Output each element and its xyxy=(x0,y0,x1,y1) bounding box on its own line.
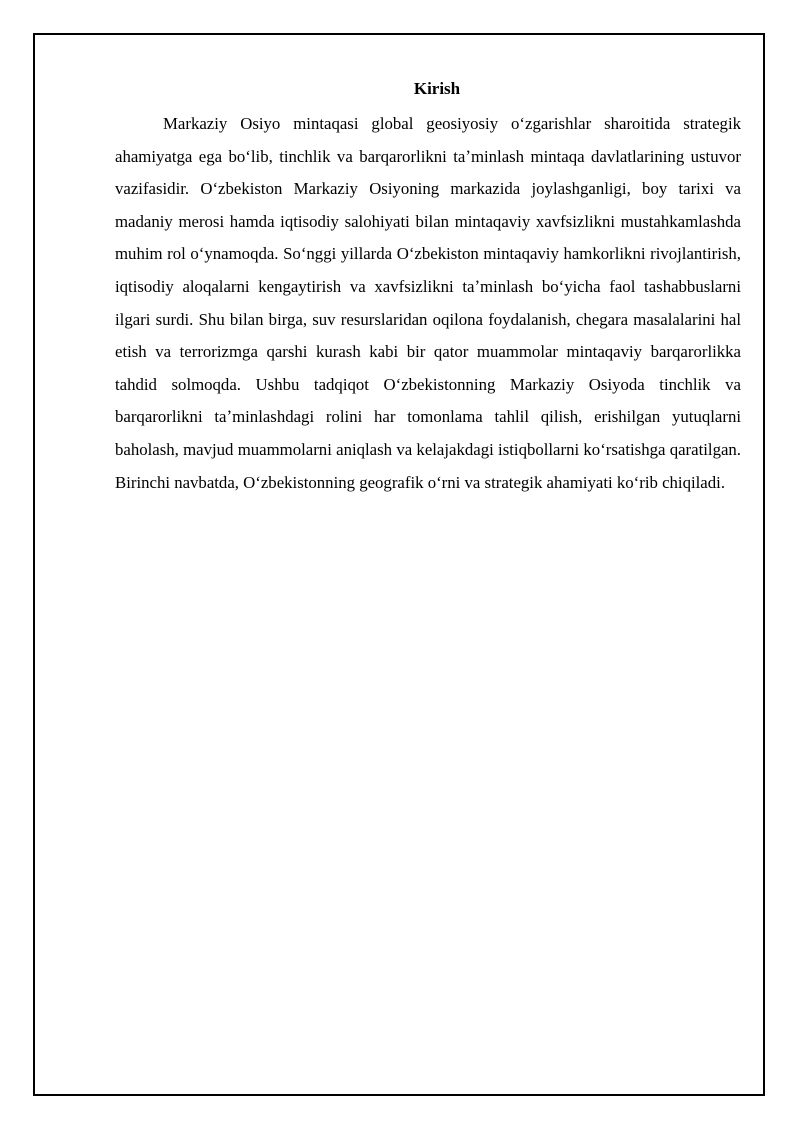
intro-paragraph: Markaziy Osiyo mintaqasi global geosiyosiy oʻzgarishlar sharoitida strategik ahamiyatga ega boʻlib, tinchlik va barqarorlikni taʼminlash mintaqa davlatlarining ustuvor vazifasidir. Oʻzbekiston Markaziy Osiyoning markazida joylashganligi, boy tarixi va madaniy merosi hamda iqtisodiy salohiyati bilan mintaqaviy xavfsizlikni mustahkamlashda muhim rol oʻynamoqda. Soʻnggi yillarda Oʻzbekiston mintaqaviy hamkorlikni rivojlantirish, iqtisodiy aloqalarni kengaytirish va xavfsizlikni taʼminlash boʻyicha faol tashabbuslarni ilgari surdi. Shu bilan birga, suv resurslaridan oqilona foydalanish, chegara masalalarini hal etish va terrorizmga qarshi kurash kabi bir qator muammolar mintaqaviy barqarorlikka tahdid solmoqda. Ushbu tadqiqot Oʻzbekistonning Markaziy Osiyoda tinchlik va barqarorlikni taʼminlashdagi rolini har tomonlama tahlil qilish, erishilgan yutuqlarni baholash, mavjud muammolarni aniqlash va kelajakdagi istiqbollarni koʻrsatishga qaratilgan. Birinchi navbatda, Oʻzbekistonning geografik oʻrni va strategik ahamiyati koʻrib chiqiladi. xyxy=(115,114,741,492)
section-title: Kirish xyxy=(413,79,461,98)
page-content xyxy=(115,76,741,499)
